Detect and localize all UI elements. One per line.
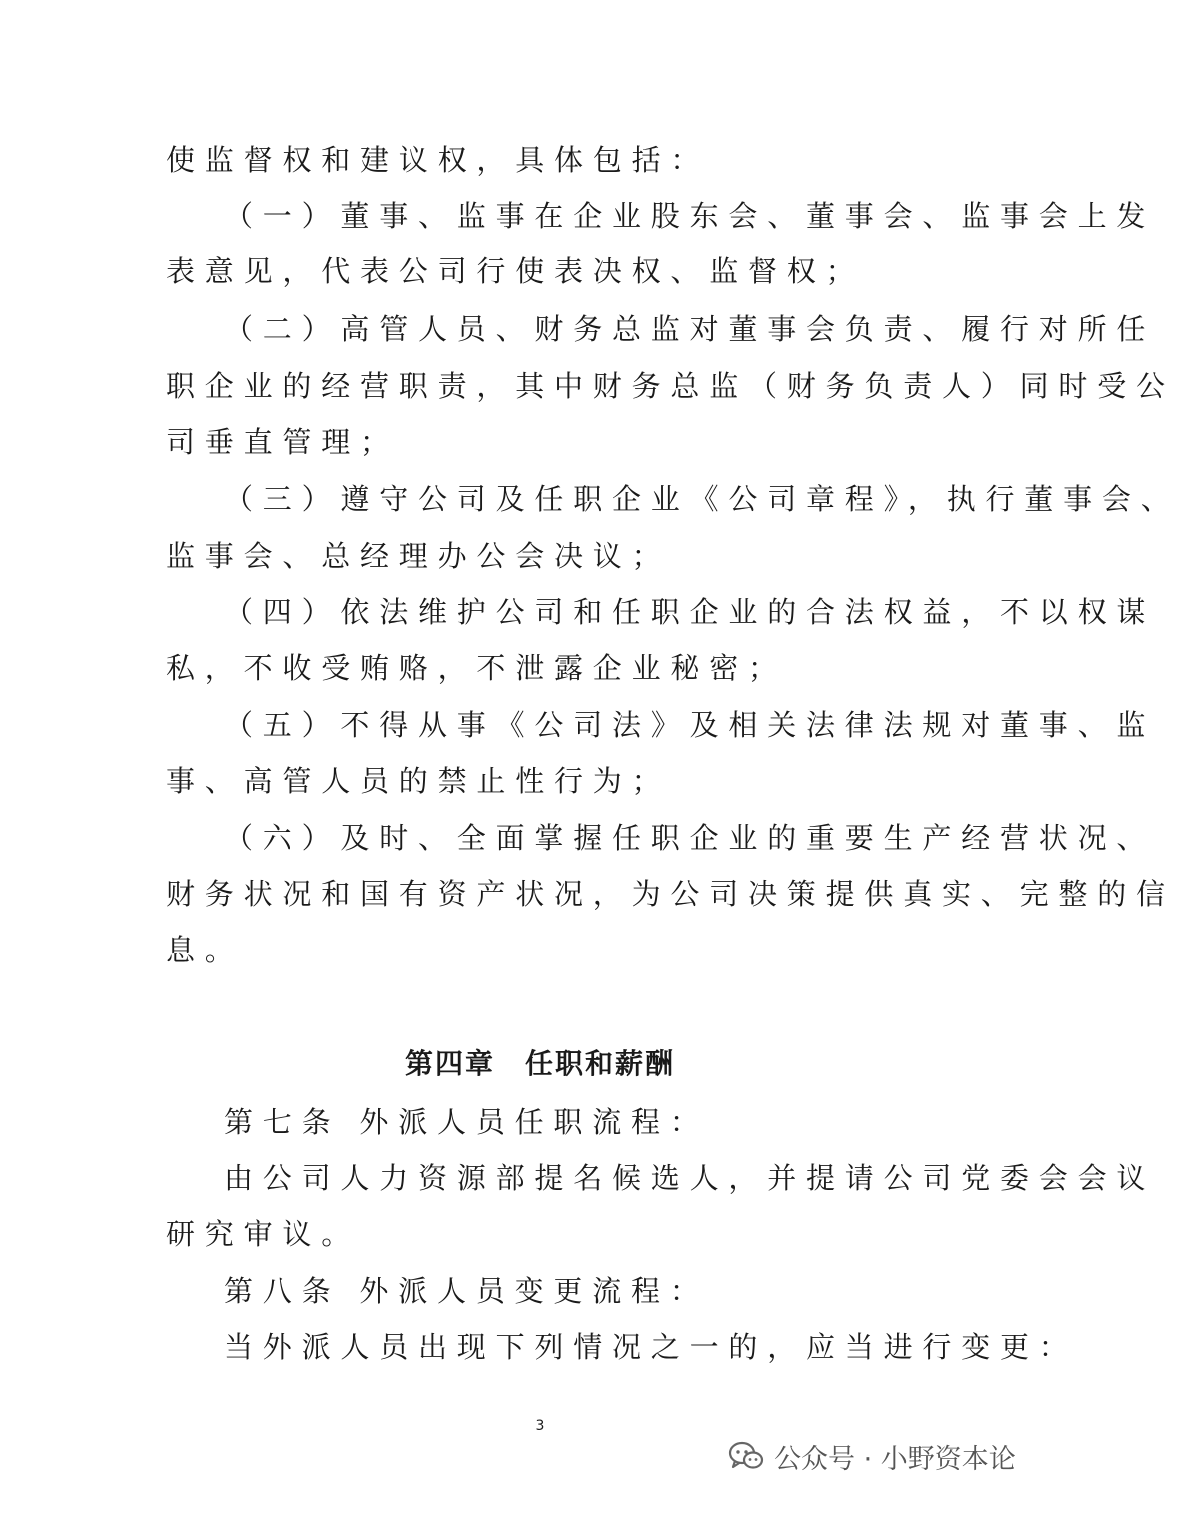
page-number: 3 — [535, 1418, 545, 1434]
text-line: 研究审议。 — [166, 1217, 361, 1251]
text-line: 事、高管人员的禁止性行为； — [166, 764, 671, 798]
chapter-title: 第四章 任职和薪酬 — [404, 1047, 675, 1080]
text-line: 息。 — [166, 933, 244, 967]
article-heading: 第八条 外派人员变更流程： — [224, 1274, 709, 1308]
text-line: 使监督权和建议权，具体包括： — [166, 143, 710, 177]
text-line: （三）遵守公司及任职企业《公司章程》，执行董事会、 — [224, 482, 1180, 516]
watermark-text: 公众号 · 小野资本论 — [774, 1443, 1016, 1475]
text-line: 当外派人员出现下列情况之一的，应当进行变更： — [224, 1330, 1078, 1364]
text-line: （五）不得从事《公司法》及相关法律法规对董事、监 — [224, 708, 1156, 742]
text-line: （一）董事、监事在企业股东会、董事会、监事会上发 — [224, 199, 1156, 233]
text-line: （二）高管人员、财务总监对董事会负责、履行对所任 — [224, 312, 1156, 346]
text-line: （四）依法维护公司和任职企业的合法权益，不以权谋 — [224, 595, 1156, 629]
text-line: （六）及时、全面掌握任职企业的重要生产经营状况、 — [224, 821, 1156, 855]
watermark — [728, 1434, 1016, 1478]
text-line: 司垂直管理； — [166, 425, 399, 459]
text-line: 表意见，代表公司行使表决权、监督权； — [166, 254, 865, 288]
text-line: 职企业的经营职责，其中财务总监（财务负责人）同时受公 — [166, 369, 1175, 403]
text-line: 私，不收受贿赂，不泄露企业秘密； — [166, 651, 787, 685]
text-line: 由公司人力资源部提名候选人，并提请公司党委会会议 — [224, 1161, 1156, 1195]
text-line: 监事会、总经理办公会决议； — [166, 539, 671, 573]
article-heading: 第七条 外派人员任职流程： — [224, 1105, 709, 1139]
wechat-icon — [728, 1441, 764, 1471]
text-line: 财务状况和国有资产状况，为公司决策提供真实、完整的信 — [166, 877, 1175, 911]
